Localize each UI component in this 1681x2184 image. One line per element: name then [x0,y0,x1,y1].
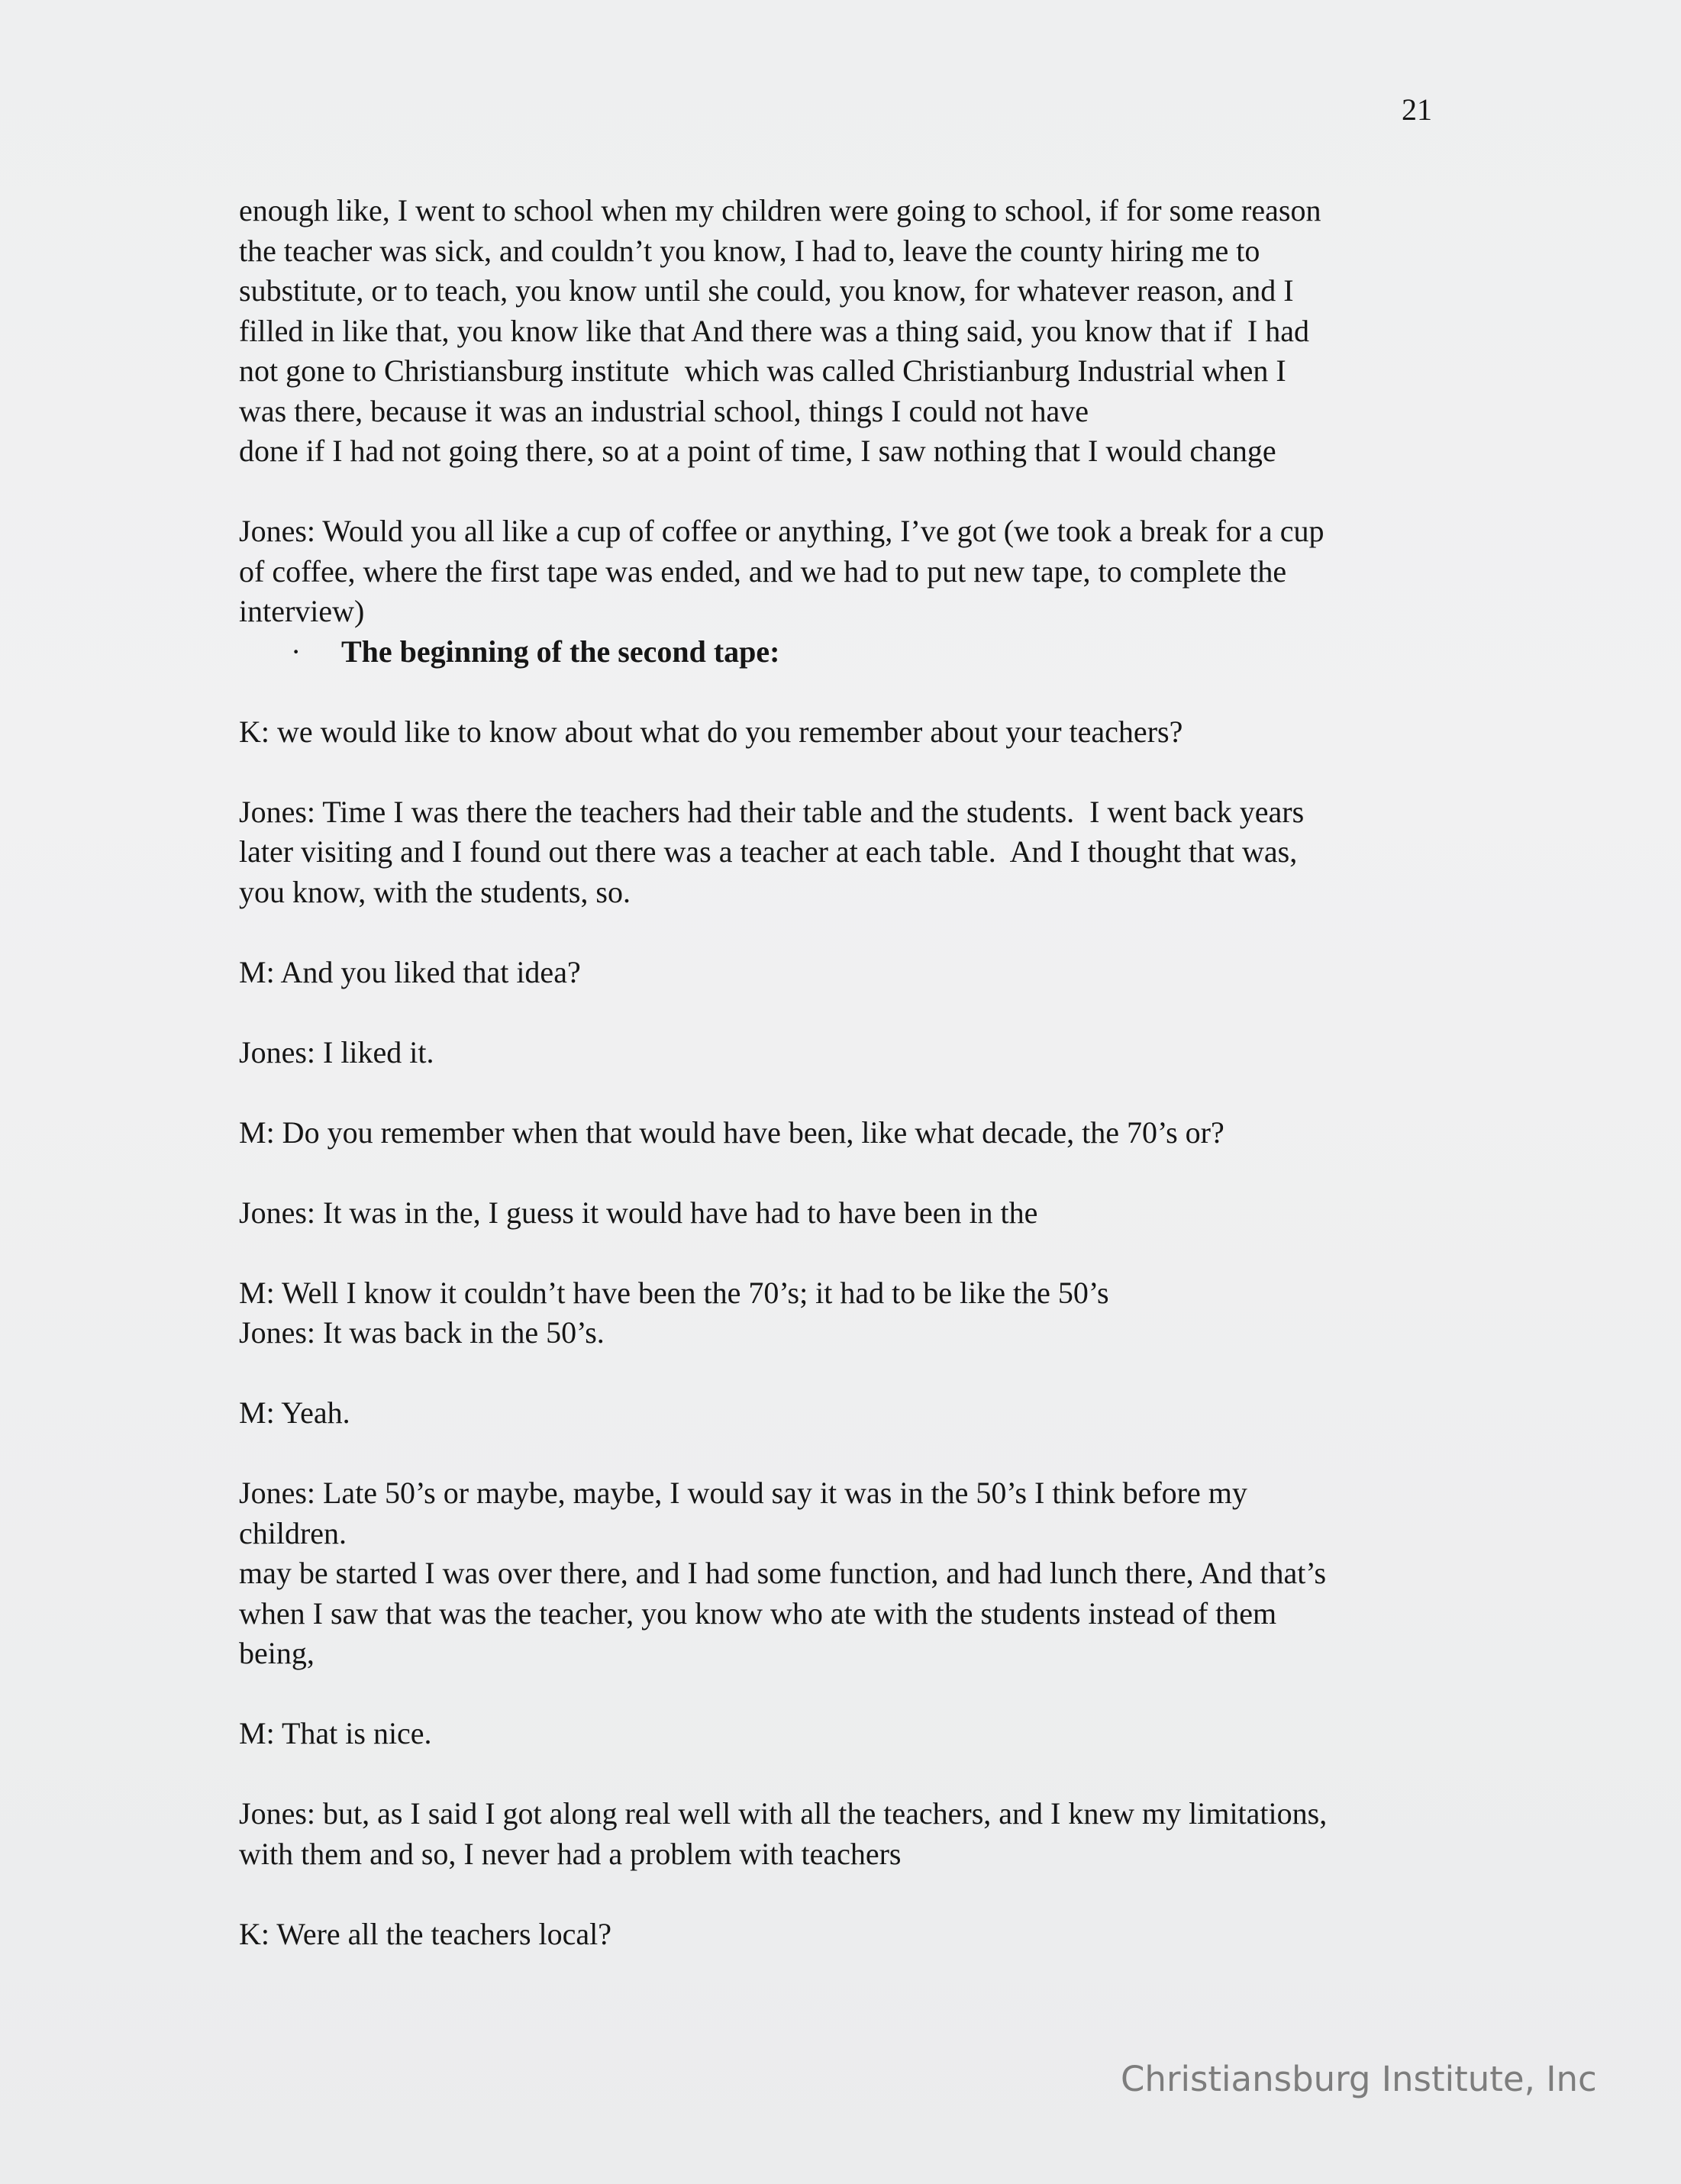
text-line: Jones: It was back in the 50’s. [239,1315,605,1350]
paragraph-liked-it [239,1033,1453,1073]
text-line: children. [239,1515,347,1550]
text-line: interview) [239,594,365,628]
paragraph-teachers-local [239,1915,1453,1955]
text-line: later visiting and I found out there was a teacher at each table. And I thought that was, [239,834,1298,869]
text-line: the teacher was sick, and couldn’t you know, I had to, leave the county hiring me to [239,233,1260,268]
text-line: Jones: It was in the, I guess it would have had to have been in the [239,1195,1038,1230]
paragraph-guess [239,1193,1453,1234]
text-line: M: Well I know it couldn’t have been the 70’s; it had to be like the 50’s [239,1275,1109,1310]
text-line: K: we would like to know about what do you remember about your teachers? [239,714,1183,749]
section-heading-text: The beginning of the second tape: [341,634,780,669]
paragraph-spacer [239,1434,1453,1474]
watermark: Christiansburg Institute, Inc [1121,2059,1597,2099]
text-line: Jones: but, as I said I got along real well with all the teachers, and I knew my limitations, [239,1796,1328,1831]
paragraph-that-is-nice [239,1714,1453,1754]
paragraph-spacer [239,1353,1453,1394]
text-line: M: And you liked that idea? [239,954,581,989]
text-line: M: Do you remember when that would have been, like what decade, the 70’s or? [239,1115,1224,1150]
text-line: done if I had not going there, so at a point of time, I saw nothing that I would change [239,434,1276,468]
paragraph-fifties [239,1273,1453,1353]
text-line: enough like, I went to school when my children were going to school, if for some reason [239,193,1321,227]
text-line: M: Yeah. [239,1395,350,1430]
paragraph-spacer [239,1754,1453,1795]
section-heading-second-tape: · The beginning of the second tape: [291,634,780,669]
paragraph-coffee-break [239,511,1453,632]
page-number: 21 [1402,92,1432,127]
text-line: may be started I was over there, and I had some function, and had lunch there, And that’s [239,1556,1327,1590]
transcript-body [239,191,1453,1954]
text-line: when I saw that was the teacher, you know who ate with the students instead of them [239,1595,1277,1631]
text-line: Jones: I liked it. [239,1034,434,1069]
text-line: with them and so, I never had a problem with teachers [239,1836,902,1871]
text-line: Jones: Late 50’s or maybe, maybe, I would say it was in the 50’s I think before my [239,1476,1247,1510]
text-line: of coffee, where the first tape was ended, and we had to put new tape, to complete the [239,553,1287,589]
paragraph-spacer [239,752,1453,792]
paragraph-late-fifties [239,1473,1453,1674]
paragraph-spacer [239,912,1453,953]
paragraph-spacer [239,672,1453,712]
text-line: M: That is nice. [239,1716,432,1750]
paragraph-spacer [239,1674,1453,1715]
paragraph-question-teachers [239,712,1453,753]
text-line: was there, because it was an industrial school, things I could not have [239,393,1089,428]
paragraph-spacer [239,472,1453,512]
paragraph-spacer [239,1233,1453,1273]
text-line: Jones: Time I was there the teachers had their table and the students. I went back years [239,794,1305,829]
paragraph-decade-question [239,1113,1453,1153]
paragraph-spacer [239,1874,1453,1915]
paragraph-spacer [239,1153,1453,1193]
text-line: being, [239,1636,315,1670]
paragraph-liked-idea [239,953,1453,993]
text-line: you know, with the students, so. [239,874,631,909]
paragraph-teachers-table [239,792,1453,913]
text-line: K: Were all the teachers local? [239,1916,612,1951]
text-line: not gone to Christiansburg institute which was called Christianburg Industrial when I [239,353,1286,388]
paragraph-got-along [239,1794,1453,1874]
text-line: filled in like that, you know like that And there was a thing said, you know that if I had [239,313,1309,348]
paragraph-spacer [239,992,1453,1033]
paragraph-spacer [239,1073,1453,1113]
paragraph-substitute-teaching [239,191,1453,472]
text-line: Jones: Would you all like a cup of coffee or anything, I’ve got (we took a break for a cup [239,514,1324,548]
text-line: substitute, or to teach, you know until she could, you know, for whatever reason, and I [239,273,1294,308]
paragraph-yeah [239,1393,1453,1434]
